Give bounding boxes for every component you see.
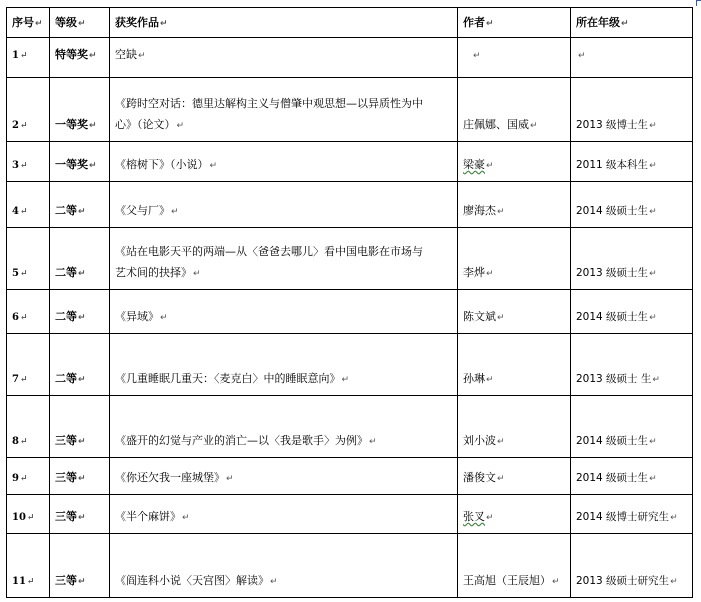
cell-grade[interactable]: 一等奖↵ [50, 78, 110, 142]
cell-number[interactable]: 11↵ [7, 534, 50, 598]
work-line: 《站在电影天平的两端—从〈爸爸去哪儿〉看中国电影在市场与 [115, 245, 423, 258]
table-row [7, 142, 693, 182]
cell-work[interactable] [110, 228, 458, 290]
cell-grade[interactable]: 三等↵ [50, 396, 110, 458]
cell-work[interactable] [110, 78, 458, 142]
work-line: 《异域》↵ [115, 310, 168, 323]
cell-number[interactable]: 5↵ [7, 228, 50, 290]
table-row [7, 396, 693, 458]
table-row [7, 534, 693, 598]
table-row [7, 78, 693, 142]
cell-year[interactable]: ↵ [571, 38, 693, 78]
cell-grade[interactable]: 三等↵ [50, 458, 110, 495]
cell-number[interactable]: 10↵ [7, 495, 50, 534]
cell-work[interactable] [110, 290, 458, 334]
cell-work[interactable] [110, 182, 458, 228]
cell-author[interactable]: 潘俊文↵ [458, 458, 571, 495]
work-line: 艺术间的抉择》↵ [115, 266, 201, 279]
cell-year[interactable]: 2014 级硕士生↵ [571, 182, 693, 228]
header-number: 序号↵ [7, 8, 50, 38]
cell-work[interactable] [110, 142, 458, 182]
cell-author[interactable]: 梁豪↵ [458, 142, 571, 182]
work-line: 《跨时空对话：德里达解构主义与僧肇中观思想—以异质性为中 [115, 97, 423, 110]
cell-author[interactable]: 李烨↵ [458, 228, 571, 290]
table-row [7, 228, 693, 290]
work-line: 《榕树下》（小说）↵ [115, 158, 218, 171]
cell-author[interactable]: 王高旭（王辰旭）↵ [458, 534, 571, 598]
cell-year[interactable]: 2014 级硕士生↵ [571, 458, 693, 495]
cell-year[interactable]: 2011 级本科生↵ [571, 142, 693, 182]
cell-work[interactable] [110, 334, 458, 396]
table-row [7, 334, 693, 396]
work-line: 《盛开的幻觉与产业的消亡—以〈我是歌手〉为例》↵ [115, 434, 377, 447]
header-work: 获奖作品↵ [110, 8, 458, 38]
cell-work[interactable] [110, 458, 458, 495]
header-grade: 等级↵ [50, 8, 110, 38]
cell-grade[interactable]: 一等奖↵ [50, 142, 110, 182]
work-line: 《你还欠我一座城堡》↵ [115, 471, 234, 484]
work-line: 空缺↵ [115, 48, 146, 61]
cell-grade[interactable]: 二等↵ [50, 290, 110, 334]
cell-grade[interactable]: 二等↵ [50, 334, 110, 396]
table-row [7, 495, 693, 534]
cell-author[interactable]: 刘小波↵ [458, 396, 571, 458]
cell-work[interactable] [110, 495, 458, 534]
work-line: 《父与厂》↵ [115, 204, 179, 217]
cell-year[interactable]: 2014 级博士研究生↵ [571, 495, 693, 534]
cell-work[interactable] [110, 396, 458, 458]
cell-grade[interactable]: 二等↵ [50, 228, 110, 290]
cell-year[interactable]: 2013 级博士生↵ [571, 78, 693, 142]
work-line: 《几重睡眠几重天：〈麦克白〉中的睡眠意向》↵ [115, 372, 350, 385]
header-author: 作者↵ [458, 8, 571, 38]
cell-number[interactable]: 6↵ [7, 290, 50, 334]
cell-author[interactable]: ↵ [458, 38, 571, 78]
cell-year[interactable]: 2014 级硕士生↵ [571, 396, 693, 458]
cell-grade[interactable]: 特等奖↵ [50, 38, 110, 78]
text-cursor-corner [696, 0, 701, 6]
cell-work[interactable] [110, 38, 458, 78]
table-row [7, 38, 693, 78]
cell-grade[interactable]: 三等↵ [50, 495, 110, 534]
table-row [7, 290, 693, 334]
cell-number[interactable]: 9↵ [7, 458, 50, 495]
cell-number[interactable]: 4↵ [7, 182, 50, 228]
cell-grade[interactable]: 二等↵ [50, 182, 110, 228]
table-row [7, 182, 693, 228]
header-year: 所在年级↵ [571, 8, 693, 38]
cell-year[interactable]: 2013 级硕士研究生↵ [571, 534, 693, 598]
work-line: 《阎连科小说〈天宫图〉解读》↵ [115, 574, 278, 587]
cell-year[interactable]: 2014 级硕士生↵ [571, 290, 693, 334]
cell-year[interactable]: 2013 级硕士 生↵ [571, 334, 693, 396]
cell-grade[interactable]: 三等↵ [50, 534, 110, 598]
cell-number[interactable]: 2↵ [7, 78, 50, 142]
cell-author[interactable]: 廖海杰↵ [458, 182, 571, 228]
cell-number[interactable]: 1↵ [7, 38, 50, 78]
cell-author[interactable]: 庄佩娜、国威↵ [458, 78, 571, 142]
cell-author[interactable]: 张叉↵ [458, 495, 571, 534]
table-header-row [7, 8, 693, 38]
awards-table [6, 7, 693, 598]
cell-number[interactable]: 3↵ [7, 142, 50, 182]
cell-number[interactable]: 8↵ [7, 396, 50, 458]
table-row [7, 458, 693, 495]
cell-number[interactable]: 7↵ [7, 334, 50, 396]
cell-author[interactable]: 孙琳↵ [458, 334, 571, 396]
cell-work[interactable] [110, 534, 458, 598]
cell-author[interactable]: 陈文斌↵ [458, 290, 571, 334]
cell-year[interactable]: 2013 级硕士生↵ [571, 228, 693, 290]
work-line: 心》（论文）↵ [115, 118, 185, 131]
work-line: 《半个麻饼》↵ [115, 510, 190, 523]
